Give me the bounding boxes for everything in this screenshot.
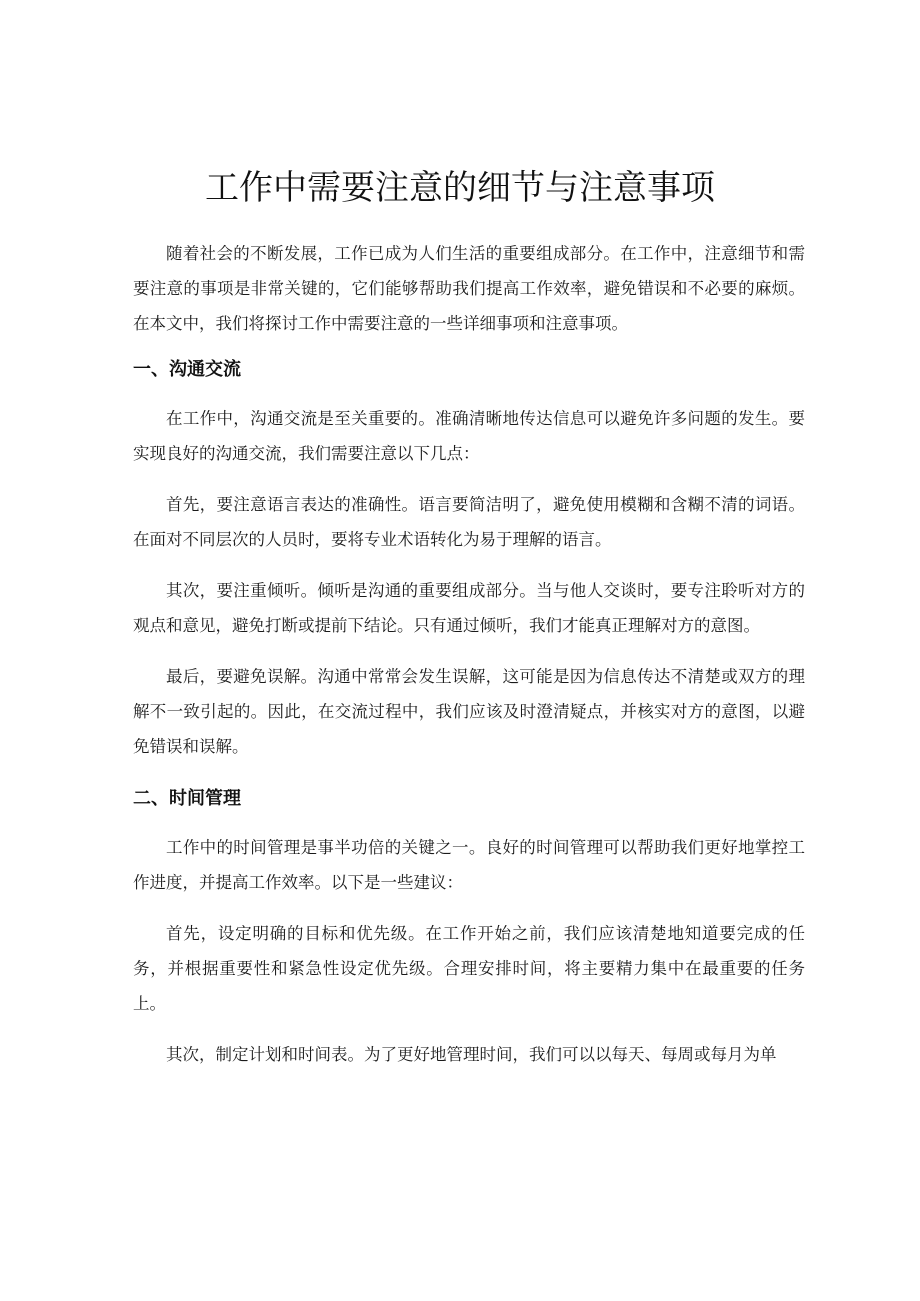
time-management-paragraph-3: 其次，制定计划和时间表。为了更好地管理时间，我们可以以每天、每周或每月为单 — [166, 1045, 777, 1064]
communication-paragraph-4: 最后，要避免误解。沟通中常常会发生误解，这可能是因为信息传达不清楚或双方的理解不一致引起的。因此，在交流过程中，我们应该及时澄清疑点，并核实对方的意图，以避免错误和误解。 — [133, 667, 805, 756]
communication-paragraph-1: 在工作中，沟通交流是至关重要的。准确清晰地传达信息可以避免许多问题的发生。要实现良好的沟通交流，我们需要注意以下几点： — [133, 409, 805, 463]
document-title: 工作中需要注意的细节与注意事项 — [205, 168, 715, 208]
section-heading-time-management: 二、时间管理 — [133, 788, 241, 809]
intro-paragraph: 随着社会的不断发展，工作已成为人们生活的重要组成部分。在工作中，注意细节和需要注意的事项是非常关键的，它们能够帮助我们提高工作效率，避免错误和不必要的麻烦。在本文中，我们将探讨工作中需要注意的一些详细事项和注意事项。 — [133, 244, 805, 333]
time-management-paragraph-2: 首先，设定明确的目标和优先级。在工作开始之前，我们应该清楚地知道要完成的任务，并根据重要性和紧急性设定优先级。合理安排时间，将主要精力集中在最重要的任务上。 — [133, 924, 805, 1013]
section-heading-communication: 一、沟通交流 — [133, 359, 241, 380]
communication-paragraph-2: 首先，要注意语言表达的准确性。语言要简洁明了，避免使用模糊和含糊不清的词语。在面对不同层次的人员时，要将专业术语转化为易于理解的语言。 — [133, 495, 805, 549]
communication-paragraph-3: 其次，要注重倾听。倾听是沟通的重要组成部分。当与他人交谈时，要专注聆听对方的观点和意见，避免打断或提前下结论。只有通过倾听，我们才能真正理解对方的意图。 — [133, 581, 805, 635]
time-management-paragraph-1: 工作中的时间管理是事半功倍的关键之一。良好的时间管理可以帮助我们更好地掌控工作进度，并提高工作效率。以下是一些建议： — [133, 838, 805, 892]
document-body — [133, 236, 805, 1088]
